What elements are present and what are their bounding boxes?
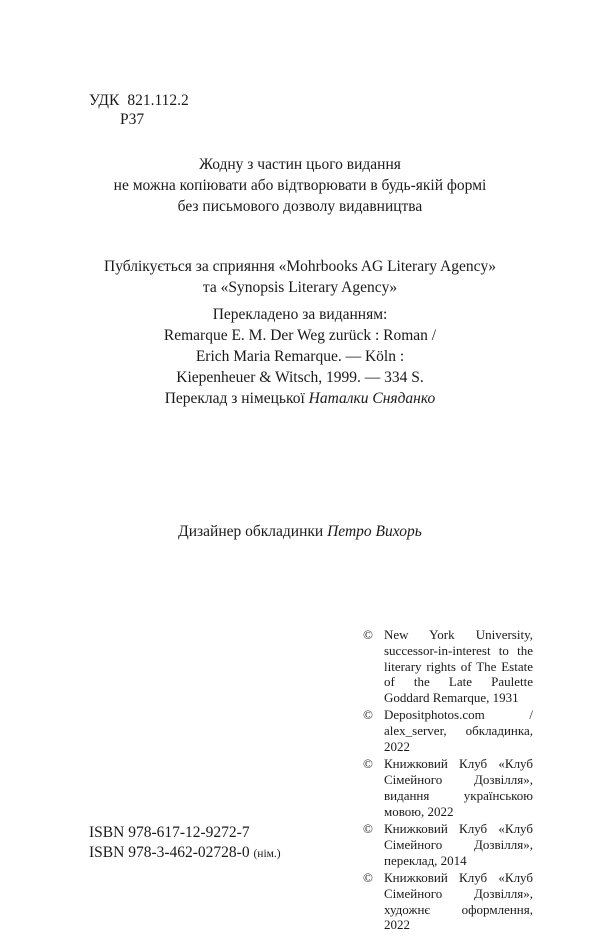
publication-line: Публікується за сприяння «Mohrbooks AG Literary Agency»	[104, 258, 496, 275]
isbn-number: ISBN 978-617-12-9272-7	[89, 824, 250, 841]
publication-line: та «Synopsis Literary Agency»	[202, 279, 398, 296]
copyright-icon: ©	[363, 756, 373, 772]
isbn-line	[89, 843, 281, 864]
designer-credit	[0, 521, 600, 542]
translator-prefix: Переклад з німецької	[164, 390, 305, 407]
copyright-icon: ©	[363, 707, 373, 723]
publication-agency	[0, 256, 600, 298]
copyright-notice	[0, 154, 600, 217]
designer-prefix: Дизайнер обкладинки	[178, 523, 324, 540]
udk-label: УДК	[89, 92, 120, 109]
copyright-entry	[363, 756, 533, 819]
notice-line: без письмового дозволу видавництва	[177, 198, 423, 215]
notice-line: не можна копіювати або відтворювати в будь-якій формі	[113, 177, 487, 194]
copyright-entry	[363, 821, 533, 868]
translation-source	[0, 304, 600, 388]
copyright-text: Книжковий Клуб «Клуб Сімейного Дозвілля», переклад, 2014	[384, 821, 533, 868]
copyright-icon: ©	[363, 869, 373, 885]
copyright-icon: ©	[363, 627, 373, 642]
translator-credit	[0, 388, 600, 409]
designer-name: Петро Вихорь	[327, 523, 422, 540]
copyright-list	[363, 627, 533, 935]
copyright-text: New York University, successor-in-interest to the literary rights of The Estate of the Late Paulette Goddard Remarque, 1931	[384, 627, 533, 706]
isbn-note: (нім.)	[253, 848, 281, 860]
translation-line: Kiepenheuer & Witsch, 1999. — 334 S.	[176, 369, 424, 386]
copyright-text: Книжковий Клуб «Клуб Сімейного Дозвілля», художнє оформлення, 2022	[384, 869, 533, 933]
author-code: Р37	[120, 111, 145, 128]
translation-line: Remarque E. M. Der Weg zurück : Roman /	[163, 327, 437, 344]
copyright-entry	[363, 870, 533, 933]
copyright-icon: ©	[363, 821, 373, 837]
copyright-text: Depositphotos.com / alex_server, обкладинка, 2022	[384, 707, 533, 755]
copyright-entry	[363, 707, 533, 754]
copyright-entry	[363, 627, 533, 706]
udk-block	[89, 91, 189, 129]
translator-name: Наталки Сняданко	[308, 390, 436, 407]
isbn-block	[89, 823, 281, 864]
udk-code: 821.112.2	[127, 92, 189, 109]
copyright-text: Книжковий Клуб «Клуб Сімейного Дозвілля», видання українською мовою, 2022	[384, 756, 533, 819]
translation-line: Перекладено за виданням:	[212, 306, 388, 323]
translation-line: Erich Maria Remarque. — Köln :	[195, 348, 405, 365]
notice-line: Жодну з частин цього видання	[199, 156, 401, 173]
isbn-number: ISBN 978-3-462-02728-0	[89, 844, 250, 861]
isbn-line	[89, 823, 281, 843]
